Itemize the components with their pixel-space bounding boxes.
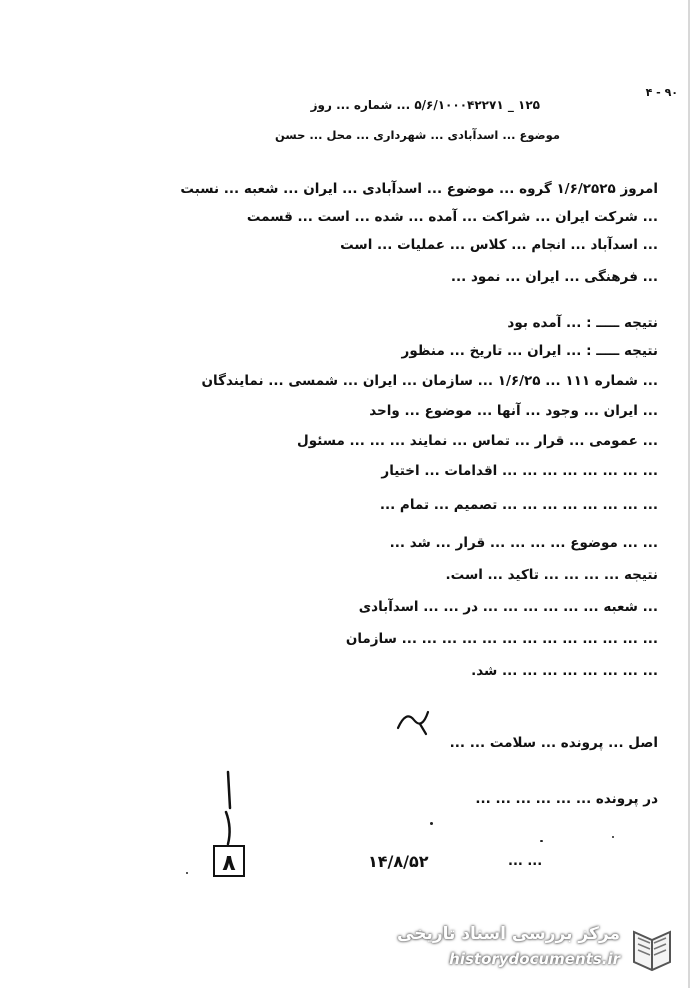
scan-speck [540, 840, 543, 842]
body-line: ... عمومی ... قرار ... تماس ... نمایند ... ... ... مسئول [297, 433, 658, 449]
signature-line: در پرونده ... ... ... ... ... ... [475, 791, 658, 807]
scan-speck [186, 872, 188, 874]
body-line: ... ... ... ... ... ... ... ... شد. [471, 663, 658, 679]
body-line: ... ... ... ... ... ... ... ... ... ... ... ... ... سازمان [345, 631, 658, 647]
stamp-digit: ۸ [222, 851, 236, 876]
body-line: امروز ۱/۶/۲۵۲۵ گروه ... موضوع ... اسدآبادی ... ایران ... شعبه ... نسبت [180, 181, 658, 197]
body-line: ... ... موضوع ... ... ... ... قرار ... شد ... [389, 535, 658, 551]
scan-speck [612, 836, 614, 838]
header-line: ۱۲۵ _ ۵/۶/۱۰۰۰۴۲۲۷۱ ... شماره ... روز [310, 98, 540, 112]
body-line: ... شرکت ایران ... شراکت ... آمده ... شده ... است ... قسمت [246, 209, 658, 225]
body-line: ... ... ... ... ... ... ... ... تصمیم ... تمام ... [379, 497, 658, 513]
body-line: ... ایران ... وجود ... آنها ... موضوع ... واحد [369, 403, 658, 419]
footer-side-note: ... ... [508, 854, 543, 869]
scan-speck [430, 822, 433, 825]
book-pages-icon [626, 922, 678, 974]
signature-line: اصل ... پرونده ... سلامت ... ... [449, 735, 658, 751]
section-note: نتیجه ـــــ : ... آمده بود [507, 315, 658, 331]
watermark-title: مرکز بررسی اسناد تاریخی [397, 924, 620, 944]
body-line: ... فرهنگی ... ایران ... نمود ... [450, 269, 658, 285]
body-line: ... ... ... ... ... ... ... ... اقدامات ... اختیار [381, 463, 658, 479]
subject-line: موضوع ... اسدآبادی ... شهرداری ... محل ... حسن [275, 128, 560, 142]
section-note: نتیجه ... ... ... ... تاکید ... است. [445, 567, 658, 583]
footer-date: ۱۴/۸/۵۲ [368, 852, 429, 871]
body-line: ... شعبه ... ... ... ... ... ... در ... ... اسدآبادی [358, 599, 658, 615]
archive-watermark [392, 920, 682, 976]
body-line: ... شماره ۱۱۱ ... ۱/۶/۲۵ ... سازمان ... ایران ... شمسی ... نمایندگان [201, 373, 658, 389]
side-stamp-mark [206, 768, 250, 880]
watermark-site: historydocuments.ir [449, 950, 620, 968]
corner-mark: ۹۰ - ۴ [645, 86, 678, 99]
body-line: ... اسدآباد ... انجام ... کلاس ... عملیات ... است [340, 237, 658, 253]
body-line: نتیجه ـــــ : ... ایران ... تاریخ ... منظور [401, 343, 658, 359]
handwritten-signature [396, 706, 436, 736]
scan-edge [688, 0, 690, 988]
